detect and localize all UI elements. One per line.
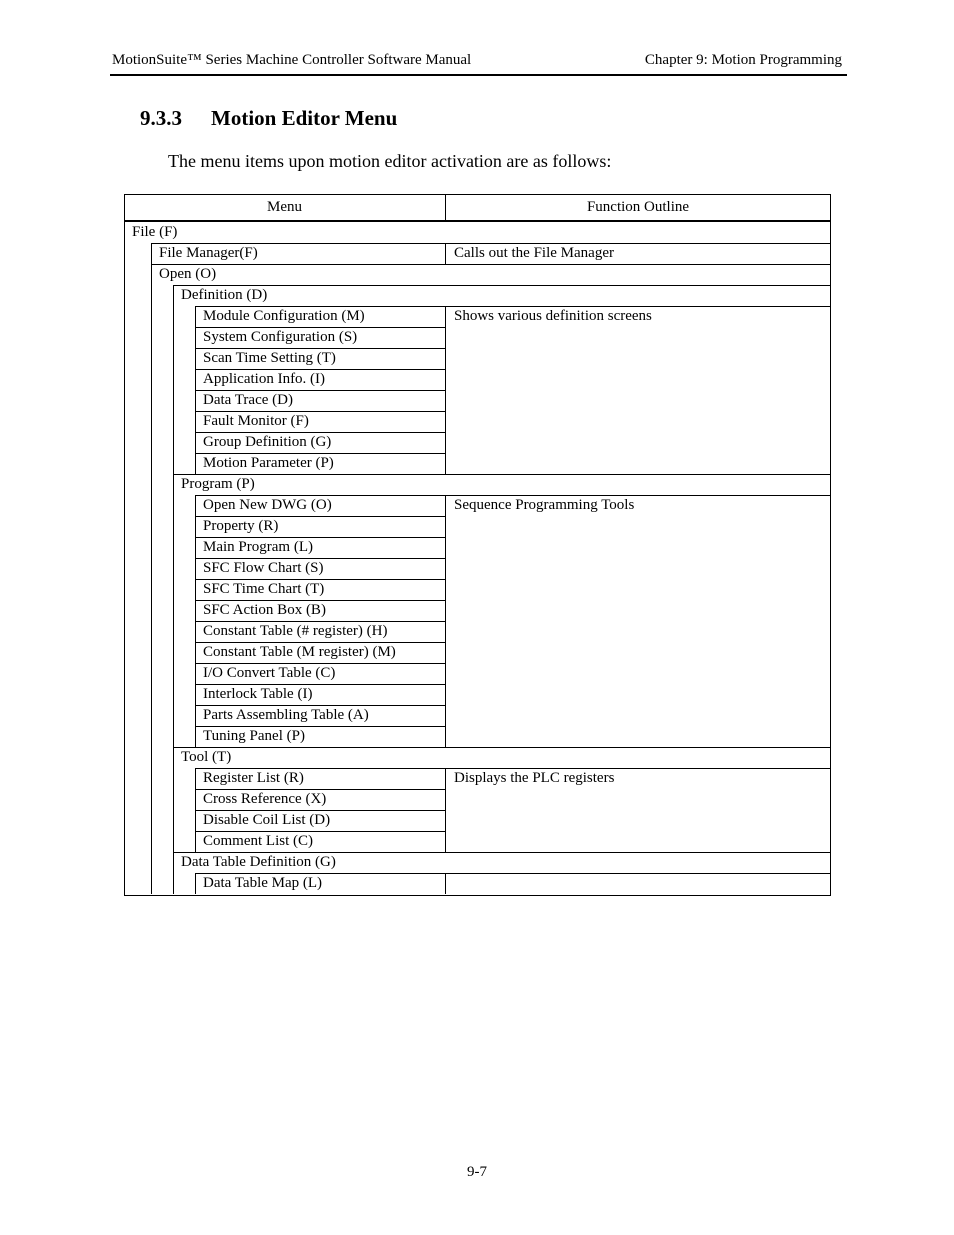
menu-item-label: Register List (R) (203, 770, 304, 786)
menu-item-label: I/O Convert Table (C) (203, 665, 336, 681)
menu-item-label: File Manager(F) (159, 245, 258, 261)
intro-text: The menu items upon motion editor activation are as follows: (168, 151, 612, 171)
menu-item-label: File (F) (132, 224, 178, 240)
section-title: Motion Editor Menu (211, 106, 398, 130)
table-rule (445, 516, 446, 537)
menu-item-label: Parts Assembling Table (A) (203, 707, 369, 723)
table-rule (445, 453, 446, 474)
menu-item-label: Comment List (C) (203, 833, 313, 849)
table-rule (445, 537, 446, 558)
header-title: MotionSuite™ Series Machine Controller Software Manual (112, 52, 472, 68)
function-column-header: Function Outline (586, 199, 690, 215)
table-rule (445, 194, 446, 222)
menu-item-label: Tool (T) (181, 749, 232, 765)
table-rule (445, 558, 446, 579)
menu-item-label: SFC Action Box (B) (203, 602, 326, 618)
table-rule (445, 306, 446, 327)
menu-item-label: Data Table Map (L) (203, 875, 323, 891)
table-rule (445, 579, 446, 600)
table-rule (445, 327, 446, 348)
table-rule (173, 285, 174, 894)
table-rule (445, 810, 446, 831)
menu-item-label: SFC Flow Chart (S) (203, 560, 324, 576)
table-rule (124, 194, 125, 896)
menu-item-label: Scan Time Setting (T) (203, 350, 336, 366)
page-number: 9-7 (467, 1164, 487, 1180)
table-rule (445, 873, 446, 894)
function-outline: Calls out the File Manager (454, 245, 614, 261)
menu-item-label: Interlock Table (I) (203, 686, 313, 702)
menu-item-label: System Configuration (S) (203, 329, 358, 345)
function-outline: Sequence Programming Tools (454, 497, 635, 513)
menu-item-label: Constant Table (# register) (H) (203, 623, 388, 639)
menu-item-label: Constant Table (M register) (M) (203, 644, 396, 660)
menu-item-label: Open New DWG (O) (203, 497, 332, 513)
header-chapter: Chapter 9: Motion Programming (644, 52, 842, 68)
menu-item-label: Module Configuration (M) (203, 308, 365, 324)
table-rule (445, 621, 446, 642)
table-rule (124, 895, 831, 896)
menu-table (124, 194, 831, 896)
header-rule (110, 74, 847, 76)
table-rule (445, 600, 446, 621)
section-heading (140, 106, 397, 131)
table-rule (830, 194, 831, 896)
menu-item-label: Fault Monitor (F) (203, 413, 309, 429)
menu-item-label: Tuning Panel (P) (203, 728, 305, 744)
table-rule (445, 705, 446, 726)
section-number: 9.3.3 (140, 106, 182, 130)
table-rule (445, 684, 446, 705)
menu-item-label: Definition (D) (181, 287, 268, 303)
table-rule (445, 726, 446, 747)
table-rule (445, 411, 446, 432)
table-rule (124, 194, 831, 195)
table-rule (445, 831, 446, 852)
menu-column-header: Menu (267, 199, 302, 215)
menu-item-label: Main Program (L) (203, 539, 313, 555)
table-rule (445, 243, 446, 264)
menu-item-label: Application Info. (I) (203, 371, 326, 387)
menu-item-label: Program (P) (181, 476, 255, 492)
table-rule (195, 873, 196, 894)
menu-item-label: Data Trace (D) (203, 392, 293, 408)
table-rule (445, 663, 446, 684)
function-outline: Shows various definition screens (454, 308, 652, 324)
menu-item-label: Property (R) (203, 518, 279, 534)
menu-item-label: SFC Time Chart (T) (203, 581, 325, 597)
table-rule (445, 390, 446, 411)
function-outline: Displays the PLC registers (454, 770, 615, 786)
menu-item-label: Disable Coil List (D) (203, 812, 331, 828)
table-rule (445, 642, 446, 663)
table-rule (151, 243, 152, 894)
menu-item-label: Data Table Definition (G) (181, 854, 336, 870)
table-rule (445, 348, 446, 369)
table-rule (445, 789, 446, 810)
table-rule (445, 432, 446, 453)
menu-item-label: Open (O) (159, 266, 217, 282)
menu-item-label: Cross Reference (X) (203, 791, 327, 807)
table-rule (445, 369, 446, 390)
table-rule (445, 495, 446, 516)
table-rule (445, 768, 446, 789)
menu-item-label: Group Definition (G) (203, 434, 332, 450)
menu-item-label: Motion Parameter (P) (203, 455, 334, 471)
